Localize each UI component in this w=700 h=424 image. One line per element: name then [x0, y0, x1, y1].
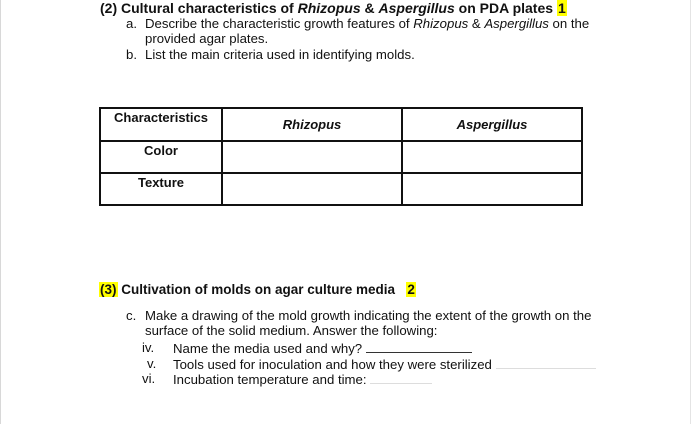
cell-texture-rhizopus[interactable] — [222, 173, 402, 205]
item-a-line-2: provided agar plates. — [145, 31, 269, 46]
page-left-edge — [0, 0, 1, 424]
answer-blank-tools[interactable] — [496, 356, 596, 369]
sub-item-vi-marker: vi. — [142, 371, 156, 386]
item-b-text: List the main criteria used in identifying molds. — [145, 47, 415, 62]
cell-color-aspergillus[interactable] — [402, 141, 582, 173]
section-3-title: Cultivation of molds on agar culture media — [121, 282, 396, 297]
answer-blank-media[interactable] — [366, 340, 472, 353]
section-2-title-prefix: (2) Cultural characteristics of — [100, 0, 298, 16]
item-c-line-1: Make a drawing of the mold growth indicating the extent of the growth on the — [145, 308, 592, 323]
item-c-marker: c. — [126, 308, 137, 323]
cell-texture-aspergillus[interactable] — [402, 173, 582, 205]
item-a-rhizopus: Rhizopus — [413, 16, 469, 31]
section-2-title-rhizopus: Rhizopus — [297, 0, 361, 16]
item-a-suffix: on the — [548, 16, 590, 31]
item-a-amp: & — [468, 16, 485, 31]
row-label-texture: Texture — [100, 173, 222, 205]
sub-item-v-text: Tools used for inoculation and how they were sterilized — [173, 357, 492, 372]
characteristics-table — [99, 107, 583, 206]
table-row — [100, 173, 582, 205]
item-a-text-prefix: Describe the characteristic growth features of — [145, 16, 414, 31]
table-header-row — [100, 108, 582, 141]
sub-item-v-marker: v. — [147, 356, 157, 371]
section-2-heading — [100, 0, 567, 16]
section-3-number: (3) — [100, 282, 117, 297]
answer-blank-incubation[interactable] — [370, 371, 432, 384]
sub-item-iv-marker: iv. — [142, 340, 155, 355]
row-label-color: Color — [100, 141, 222, 173]
section-2-title-aspergillus: Aspergillus — [378, 0, 455, 16]
page-right-edge — [690, 0, 691, 424]
sub-item-vi-text-wrap — [173, 371, 432, 387]
header-rhizopus: Rhizopus — [222, 108, 402, 141]
item-b-marker: b. — [126, 47, 137, 62]
sub-item-v-text-wrap — [173, 356, 596, 372]
sub-item-vi-text: Incubation temperature and time: — [173, 372, 367, 387]
table-row — [100, 141, 582, 173]
sub-item-iv-text-wrap — [173, 340, 472, 356]
section-2-badge: 1 — [557, 0, 566, 16]
item-a-line-1 — [145, 16, 589, 31]
item-c-line-2: surface of the solid medium. Answer the following: — [145, 323, 438, 338]
header-aspergillus: Aspergillus — [402, 108, 582, 141]
section-2-title-suffix: on PDA plates — [454, 0, 554, 16]
cell-color-rhizopus[interactable] — [222, 141, 402, 173]
section-2-title-amp: & — [360, 0, 379, 16]
section-3-badge: 2 — [407, 282, 415, 297]
item-a-aspergillus: Aspergillus — [484, 16, 549, 31]
section-3-heading — [99, 282, 416, 297]
item-a-marker: a. — [126, 16, 137, 31]
sub-item-iv-text: Name the media used and why? — [173, 341, 363, 356]
header-characteristics: Characteristics — [100, 108, 222, 141]
